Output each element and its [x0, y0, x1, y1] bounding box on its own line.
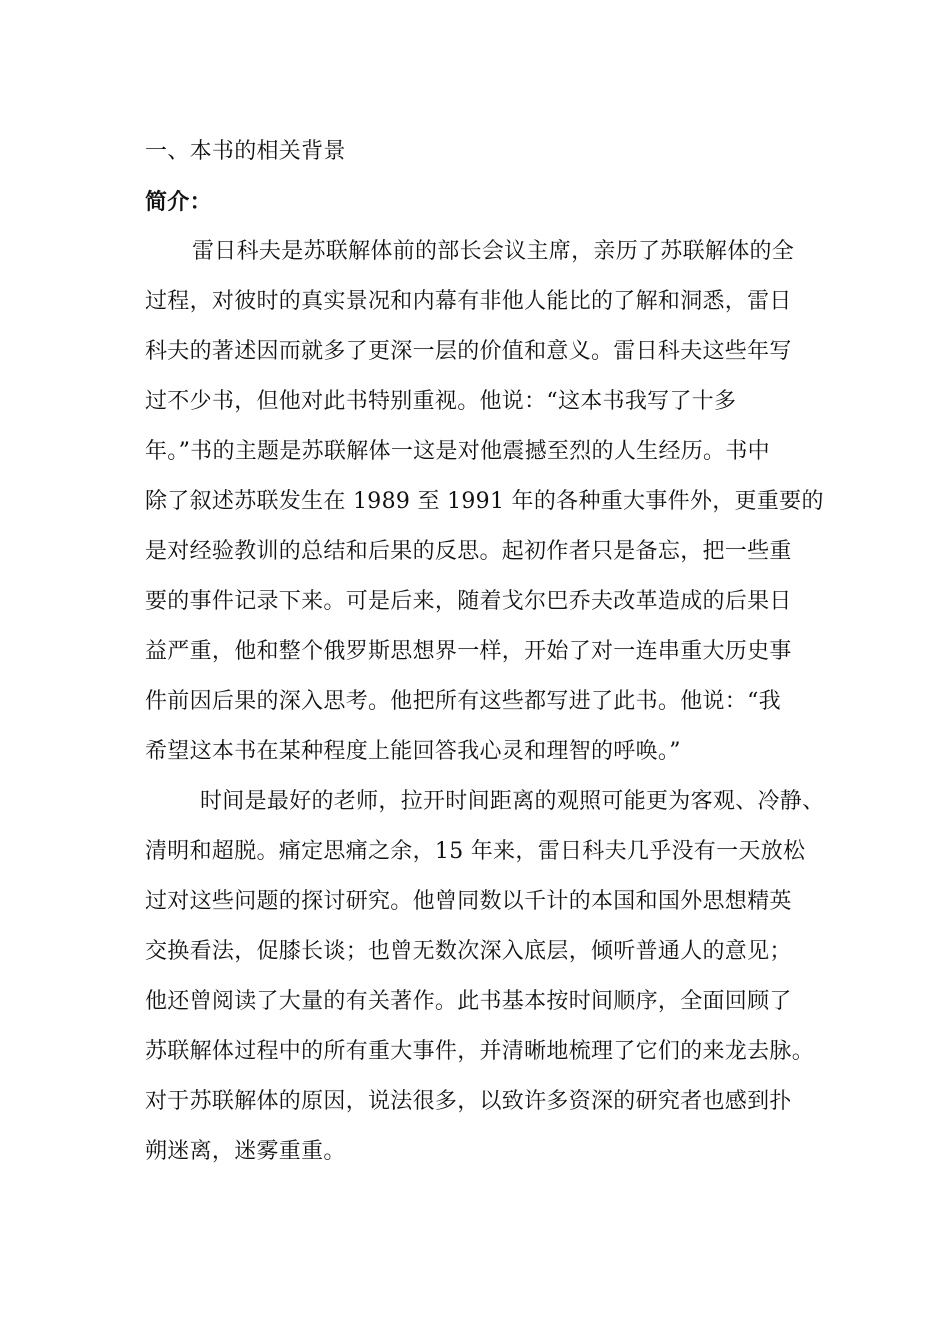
paragraph-1-line: 件前因后果的深入思考。他把所有这些都写进了此书。他说：“我: [145, 689, 781, 714]
paragraph-1-line: 要的事件记录下来。可是后来，随着戈尔巴乔夫改革造成的后果日: [145, 589, 792, 614]
paragraph-2-line: 对于苏联解体的原因，说法很多，以致许多资深的研究者也感到扑: [145, 1089, 792, 1114]
paragraph-1-line: 益严重，他和整个俄罗斯思想界一样，开始了对一连串重大历史事: [145, 639, 792, 664]
paragraph-1-line: 雷日科夫是苏联解体前的部长会议主席，亲历了苏联解体的全: [192, 239, 795, 264]
section-heading: 一、本书的相关背景: [145, 139, 346, 164]
paragraph-2-line: 朔迷离，迷雾重重。: [145, 1139, 346, 1164]
paragraph-2-line: 清明和超脱。痛定思痛之余，15 年来，雷日科夫几乎没有一天放松: [145, 839, 806, 864]
paragraph-1-line: 过不少书，但他对此书特别重视。他说：“这本书我写了十多: [145, 389, 737, 414]
paragraph-2-line: 过对这些问题的探讨研究。他曾同数以千计的本国和国外思想精英: [145, 889, 792, 914]
intro-subheading: 简介：: [145, 189, 212, 215]
paragraph-1-line: 过程，对彼时的真实景况和内幕有非他人能比的了解和洞悉，雷日: [145, 289, 792, 314]
paragraph-2-line: 时间是最好的老师，拉开时间距离的观照可能更为客观、冷静、: [200, 789, 825, 814]
paragraph-1-line: 年。”书的主题是苏联解体一这是对他震撼至烈的人生经历。书中: [145, 439, 770, 464]
paragraph-2-line: 交换看法，促膝长谈；也曾无数次深入底层，倾听普通人的意见；: [145, 939, 792, 964]
paragraph-1-line: 是对经验教训的总结和后果的反思。起初作者只是备忘，把一些重: [145, 539, 792, 564]
paragraph-1-line: 除了叙述苏联发生在 1989 至 1991 年的各种重大事件外，更重要的: [145, 489, 824, 514]
paragraph-2-line: 苏联解体过程中的所有重大事件，并清晰地梳理了它们的来龙去脉。: [145, 1039, 815, 1064]
paragraph-2-line: 他还曾阅读了大量的有关著作。此书基本按时间顺序，全面回顾了: [145, 989, 792, 1014]
paragraph-1-line: 希望这本书在某种程度上能回答我心灵和理智的呼唤。”: [145, 739, 681, 764]
paragraph-1-line: 科夫的著述因而就多了更深一层的价值和意义。雷日科夫这些年写: [145, 339, 792, 364]
